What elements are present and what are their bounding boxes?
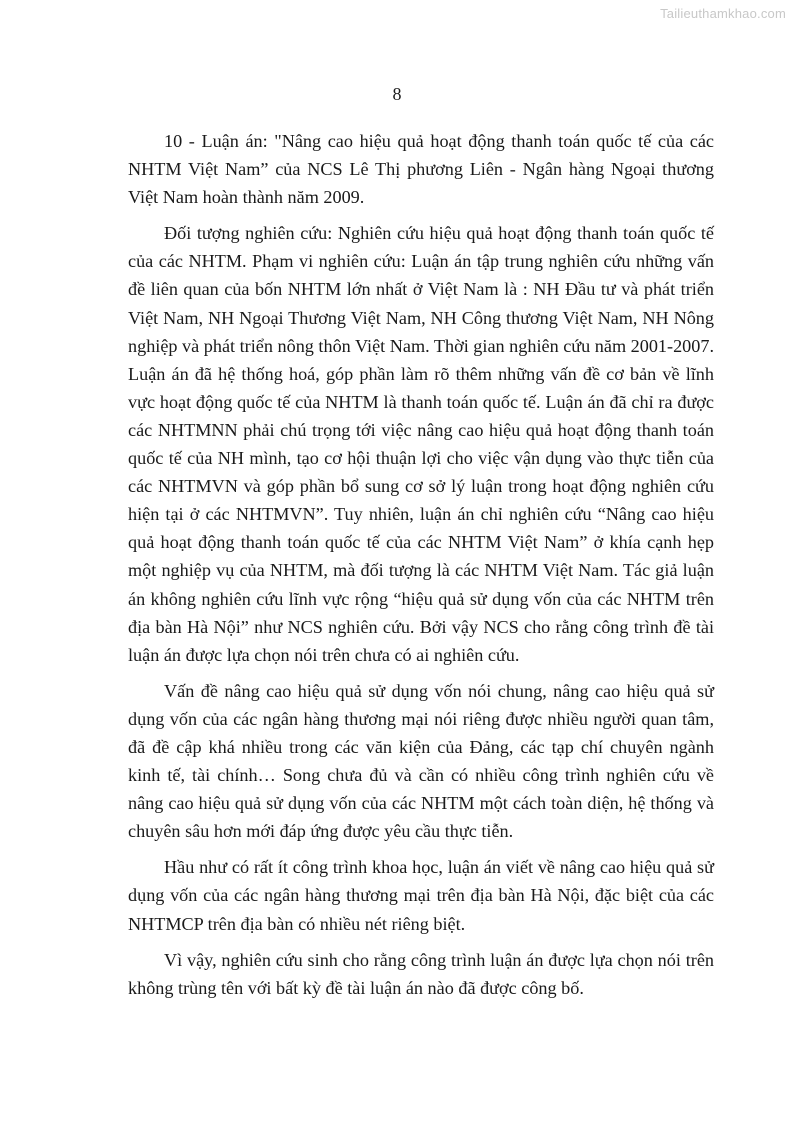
paragraph-few-studies: Hầu như có rất ít công trình khoa học, luận án viết về nâng cao hiệu quả sử dụng vốn của các ngân hàng thương mại trên địa bàn Hà Nội, đặc biệt của các NHTMCP trên địa bàn có nhiều nét riêng biệt. — [128, 857, 714, 934]
paragraph-reference-10: 10 - Luận án: "Nâng cao hiệu quả hoạt động thanh toán quốc tế của các NHTM Việt Nam” của NCS Lê Thị phương Liên - Ngân hàng Ngoại thương Việt Nam hoàn thành năm 2009. — [128, 131, 714, 208]
paragraph-research-scope: Đối tượng nghiên cứu: Nghiên cứu hiệu quả hoạt động thanh toán quốc tế của các NHTM. Phạm vi nghiên cứu: Luận án tập trung nghiên cứu những vấn đề liên quan của bốn NHTM lớn nhất ở Việt Nam là : NH Đầu tư và phát triển Việt Nam, NH Ngoại Thương Việt Nam, NH Công thương Việt Nam, NH Nông nghiệp và phát triển nông thôn Việt Nam. Thời gian nghiên cứu năm 2001-2007. Luận án đã hệ thống hoá, góp phần làm rõ thêm những vấn đề cơ bản về lĩnh vực hoạt động quốc tế của NHTM là thanh toán quốc tế. Luận án đã chỉ ra được các NHTMNN phải chú trọng tới việc nâng cao hiệu quả hoạt động thanh toán quốc tế của NH mình, tạo cơ hội thuận lợi cho việc vận dụng vào thực tiễn của các NHTMVN và góp phần bổ sung cơ sở lý luận trong hoạt động nghiên cứu hiện tại ở các NHTMVN”. Tuy nhiên, luận án chỉ nghiên cứu “Nâng cao hiệu quả hoạt động thanh toán quốc tế của các NHTM Việt Nam” ở khía cạnh hẹp một nghiệp vụ của NHTM, mà đối tượng là các NHTM Việt Nam. Tác giả luận án không nghiên cứu lĩnh vực rộng “hiệu quả sử dụng vốn của các NHTM trên địa bàn Hà Nội” như NCS nghiên cứu. Bởi vậy NCS cho rằng công trình đề tài luận án được lựa chọn nói trên chưa có ai nghiên cứu. — [128, 223, 714, 665]
paragraph-conclusion: Vì vậy, nghiên cứu sinh cho rằng công trình luận án được lựa chọn nói trên không trùng tên với bất kỳ đề tài luận án nào đã được công bố. — [128, 949, 714, 998]
watermark-text: Tailieuthamkhao.com — [660, 6, 786, 21]
page-number: 8 — [392, 84, 402, 104]
paragraph-capital-efficiency: Vấn đề nâng cao hiệu quả sử dụng vốn nói chung, nâng cao hiệu quả sử dụng vốn của các ngân hàng thương mại nói riêng được nhiều người quan tâm, đã đề cập khá nhiều trong các văn kiện của Đảng, các tạp chí chuyên ngành kinh tế, tài chính… Song chưa đủ và cần có nhiều công trình nghiên cứu về nâng cao hiệu quả sử dụng vốn của các NHTM một cách toàn diện, hệ thống và chuyên sâu hơn mới đáp ứng được yêu cầu thực tiễn. — [128, 680, 714, 842]
document-body — [128, 127, 714, 1010]
